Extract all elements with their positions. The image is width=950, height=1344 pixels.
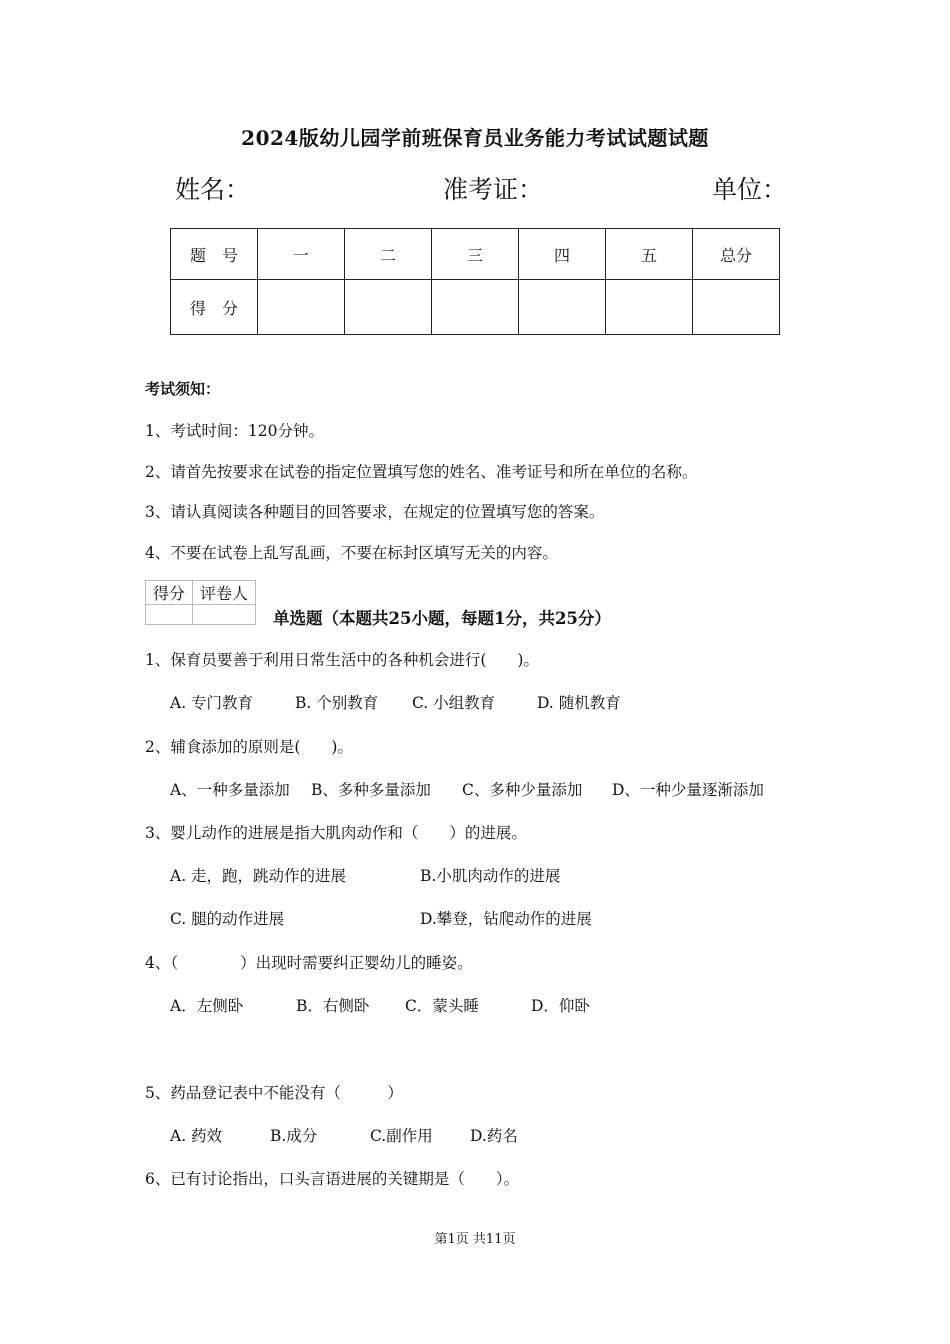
option-c[interactable]: C．蒙头睡 [405, 997, 479, 1015]
grader-name-label: 评卷人 [193, 581, 256, 605]
score-table-header-cell: 总分 [693, 229, 780, 280]
option-d[interactable]: D．仰卧 [531, 997, 590, 1015]
score-table-row-label: 得 分 [171, 280, 258, 335]
option-b[interactable]: B、多种多量添加 [311, 781, 431, 799]
notice-item: 3、请认真阅读各种题目的回答要求，在规定的位置填写您的答案。 [145, 503, 605, 521]
score-cell[interactable] [258, 280, 345, 335]
grader-name-cell[interactable] [193, 605, 256, 625]
notice-item: 1、考试时间：120分钟。 [145, 422, 324, 440]
name-field-label: 姓名： [175, 175, 251, 204]
score-cell[interactable] [606, 280, 693, 335]
option-b[interactable]: B. 个别教育 [295, 694, 379, 712]
grader-score-cell[interactable] [146, 605, 193, 625]
score-table-header-cell: 题 号 [171, 229, 258, 280]
exam-number-field-label: 准考证： [443, 175, 544, 204]
score-table-header-cell: 二 [345, 229, 432, 280]
question-stem: 5、药品登记表中不能没有（ ） [145, 1084, 403, 1102]
notice-item: 4、不要在试卷上乱写乱画，不要在标封区填写无关的内容。 [145, 544, 558, 562]
score-table-score-row [171, 280, 780, 335]
notice-item: 2、请首先按要求在试卷的指定位置填写您的姓名、准考证号和所在单位的名称。 [145, 463, 698, 481]
page-title: 2024版幼儿园学前班保育员业务能力考试试题试题 [241, 126, 709, 150]
score-cell[interactable] [693, 280, 780, 335]
score-cell[interactable] [345, 280, 432, 335]
option-d[interactable]: D、一种少量逐渐添加 [612, 781, 764, 799]
option-c[interactable]: C.副作用 [370, 1127, 433, 1145]
score-table-header-cell: 一 [258, 229, 345, 280]
unit-field-label: 单位： [712, 175, 788, 204]
option-a[interactable]: A．左侧卧 [170, 997, 244, 1015]
option-a[interactable]: A. 药效 [170, 1127, 223, 1145]
score-table [170, 228, 780, 335]
option-d[interactable]: D.药名 [470, 1127, 518, 1145]
option-b[interactable]: B．右侧卧 [296, 997, 370, 1015]
option-d[interactable]: D.攀登，钻爬动作的进展 [420, 910, 592, 928]
notice-heading: 考试须知： [145, 380, 221, 398]
option-b[interactable]: B.成分 [270, 1127, 318, 1145]
score-table-header-cell: 五 [606, 229, 693, 280]
score-cell[interactable] [519, 280, 606, 335]
option-d[interactable]: D. 随机教育 [537, 694, 621, 712]
score-table-header-row [171, 229, 780, 280]
question-stem: 1、保育员要善于利用日常生活中的各种机会进行( )。 [145, 651, 539, 669]
question-stem: 3、婴儿动作的进展是指大肌肉动作和（ ）的进展。 [145, 824, 527, 842]
question-stem: 6、已有讨论指出，口头言语进展的关键期是（ ）。 [145, 1170, 520, 1188]
score-table-header-cell: 三 [432, 229, 519, 280]
section-title: 单选题（本题共25小题，每题1分，共25分） [273, 609, 611, 628]
score-cell[interactable] [432, 280, 519, 335]
grader-score-label: 得分 [146, 581, 193, 605]
option-c[interactable]: C. 腿的动作进展 [170, 910, 285, 928]
option-b[interactable]: B.小肌肉动作的进展 [420, 867, 561, 885]
option-a[interactable]: A. 走，跑，跳动作的进展 [170, 867, 347, 885]
option-a[interactable]: A. 专门教育 [170, 694, 254, 712]
question-stem: 2、辅食添加的原则是( )。 [145, 738, 353, 756]
page-footer: 第1页 共11页 [434, 1232, 516, 1247]
score-table-header-cell: 四 [519, 229, 606, 280]
option-c[interactable]: C、多种少量添加 [462, 781, 583, 799]
option-c[interactable]: C. 小组教育 [412, 694, 496, 712]
grader-box [145, 580, 256, 625]
option-a[interactable]: A、一种多量添加 [170, 781, 290, 799]
question-stem: 4、（ ）出现时需要纠正婴幼儿的睡姿。 [145, 954, 473, 972]
